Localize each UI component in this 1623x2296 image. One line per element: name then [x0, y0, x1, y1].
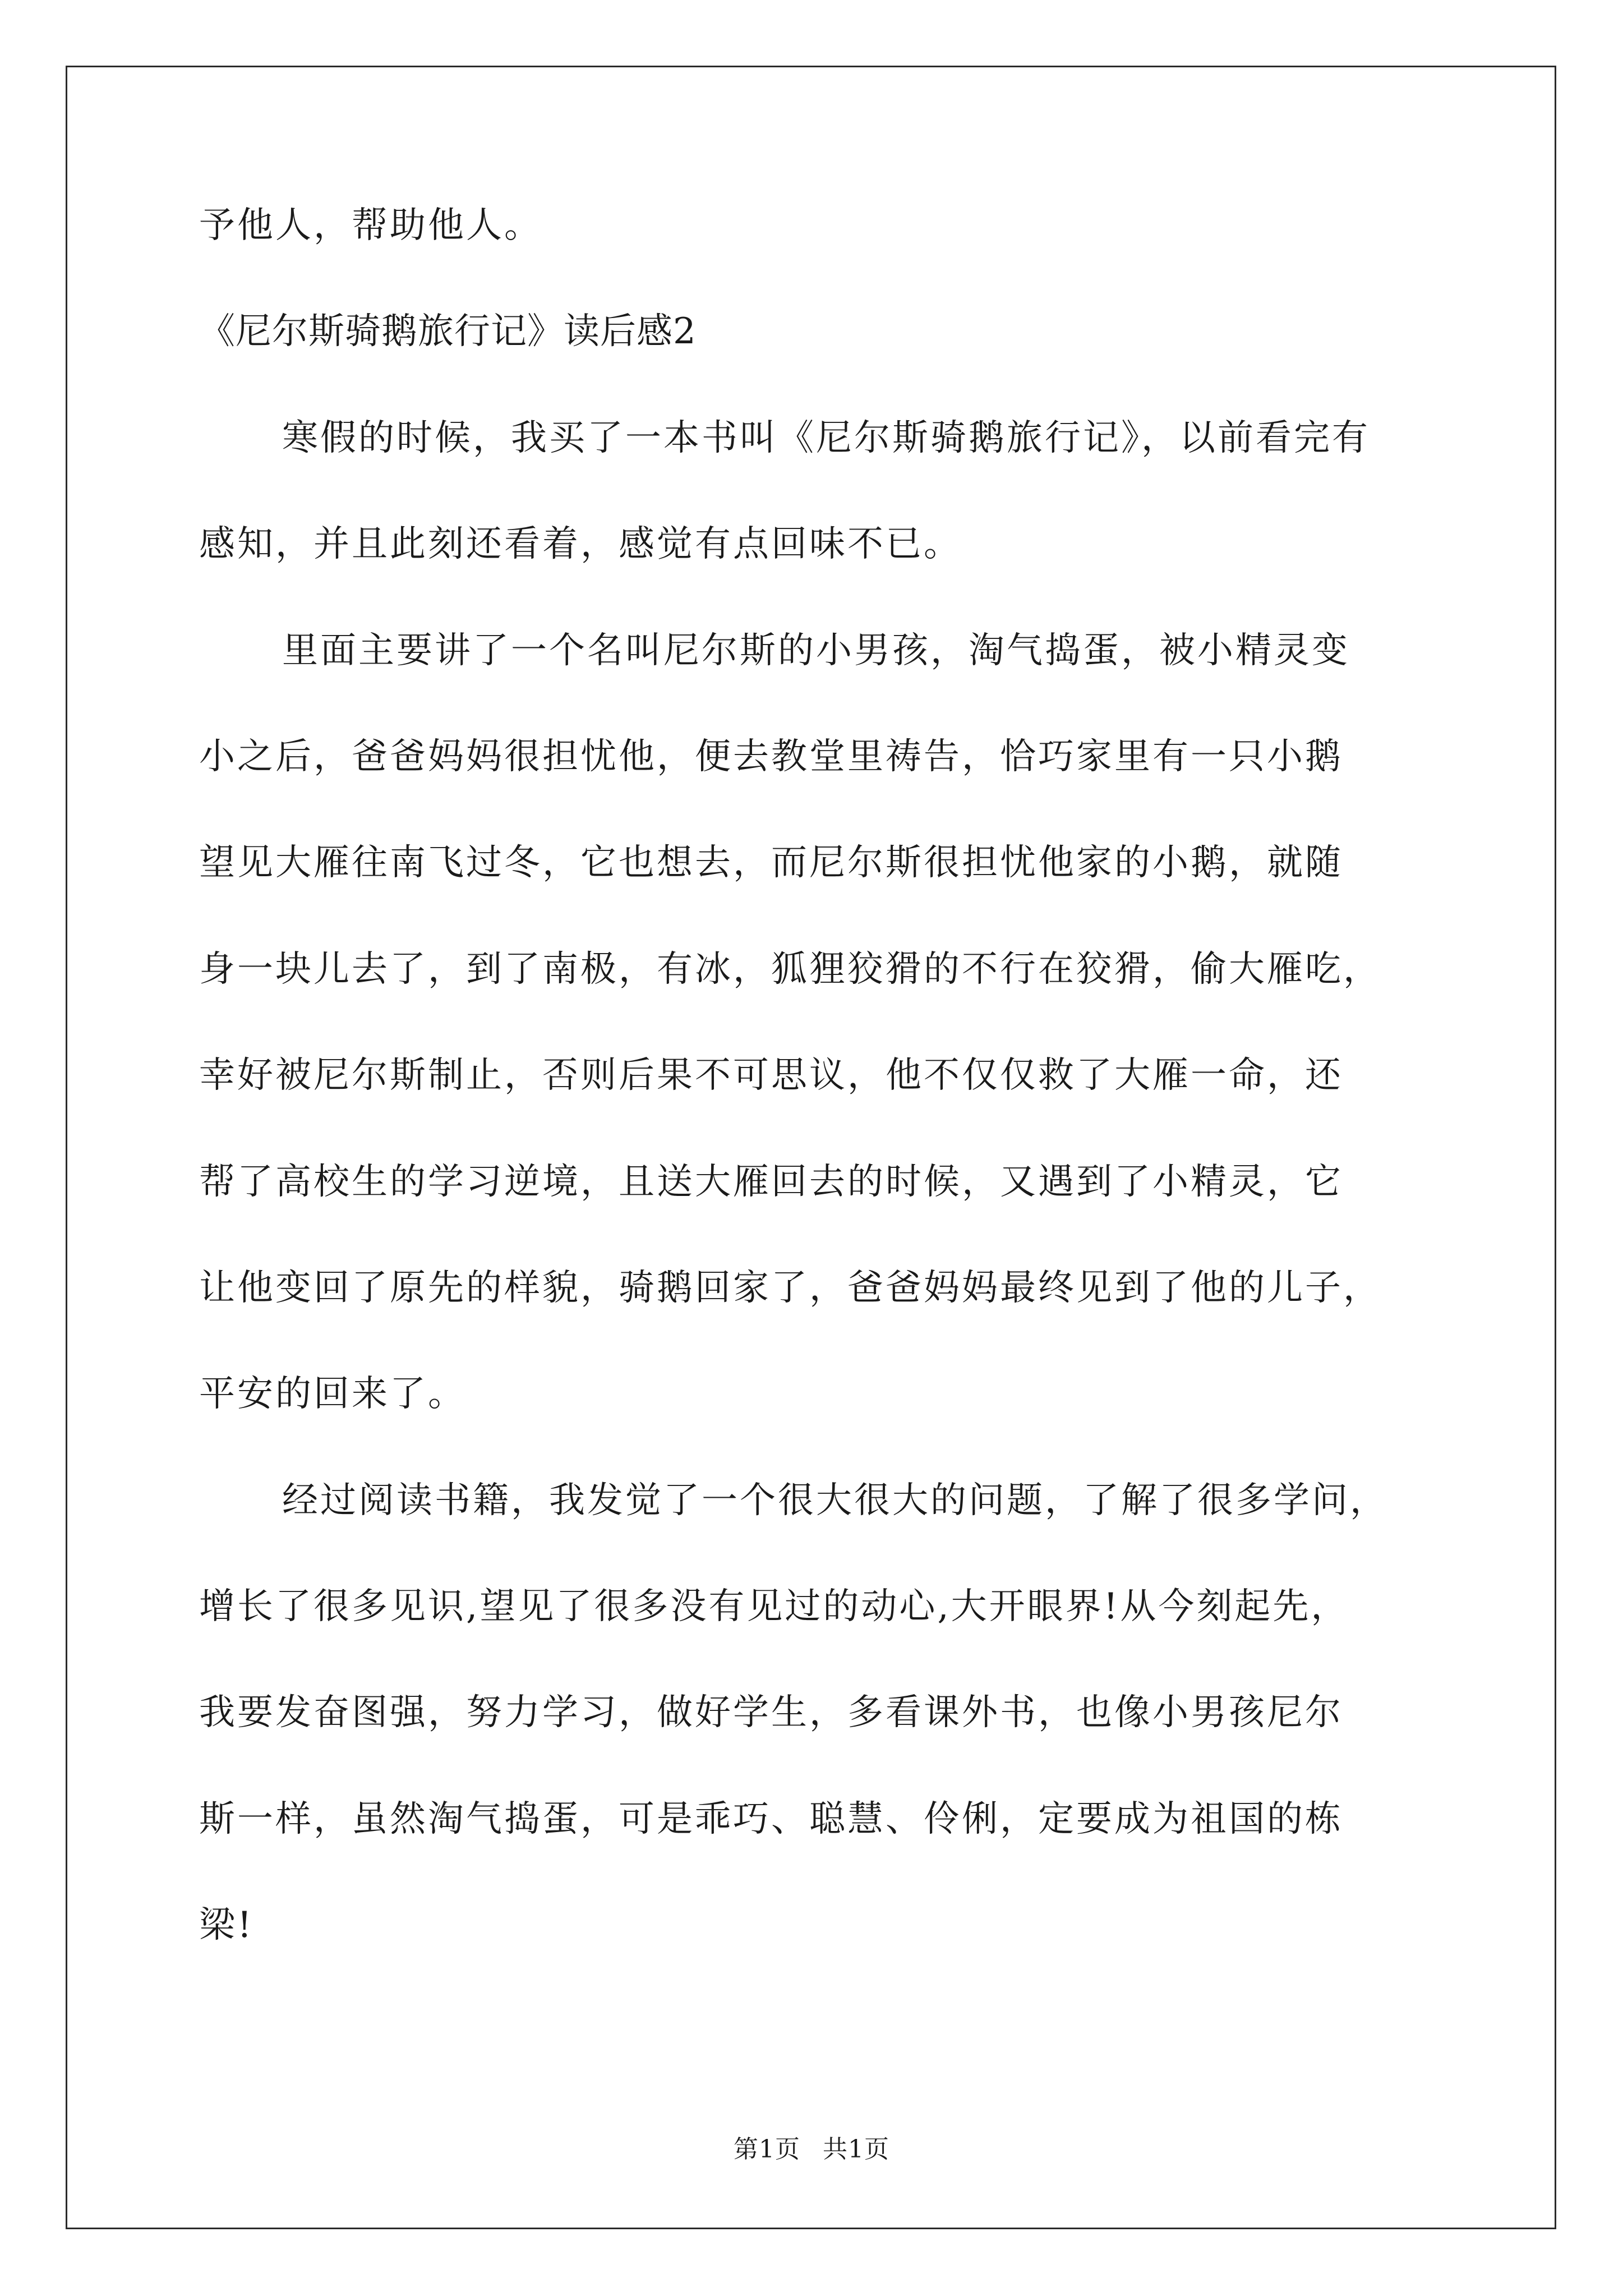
- text-line: 幸好被尼尔斯制止，否则后果不可思议，他不仅仅救了大雁一命，还: [199, 1055, 1343, 1097]
- paragraph-start-line: 经过阅读书籍，我发觉了一个很大很大的问题，了解了很多学问，: [282, 1479, 1388, 1521]
- text-line: 感知，并且此刻还看着，感觉有点回味不已。: [199, 523, 962, 565]
- page-number: 第1页: [734, 2135, 800, 2164]
- text-line: 小之后，爸爸妈妈很担忧他，便去教堂里祷告，恰巧家里有一只小鹅: [199, 735, 1343, 777]
- text-line: 身一块儿去了，到了南极，有冰，狐狸狡猾的不行在狡猾，偷大雁吃，: [199, 948, 1381, 990]
- text-line: 平安的回来了。: [199, 1373, 466, 1415]
- text-line: 梁!: [199, 1904, 254, 1947]
- text-line: 予他人，帮助他人。: [199, 205, 542, 246]
- text-line: 我要发奋图强，努力学习，做好学生，多看课外书，也像小男孩尼尔: [199, 1692, 1343, 1734]
- document-body: [199, 205, 1433, 2014]
- section-heading: 《尼尔斯骑鹅旅行记》读后感2: [199, 311, 697, 353]
- page-total: 共1页: [823, 2135, 889, 2164]
- text-line: 增长了很多见识,望见了很多没有见过的动心,大开眼界!从今刻起先，: [199, 1586, 1349, 1628]
- page-footer: [0, 2137, 1623, 2162]
- paragraph-start-line: 里面主要讲了一个名叫尼尔斯的小男孩，淘气捣蛋，被小精灵变: [282, 629, 1350, 671]
- text-line: 望见大雁往南飞过冬，它也想去，而尼尔斯很担忧他家的小鹅，就随: [199, 842, 1343, 884]
- text-line: 斯一样，虽然淘气捣蛋，可是乖巧、聪慧、伶俐，定要成为祖国的栋: [199, 1798, 1343, 1840]
- text-line: 帮了高校生的学习逆境，且送大雁回去的时候，又遇到了小精灵，它: [199, 1161, 1343, 1203]
- paragraph-start-line: 寒假的时候，我买了一本书叫《尼尔斯骑鹅旅行记》，以前看完有: [282, 417, 1370, 459]
- text-line: 让他变回了原先的样貌，骑鹅回家了，爸爸妈妈最终见到了他的儿子，: [199, 1267, 1381, 1309]
